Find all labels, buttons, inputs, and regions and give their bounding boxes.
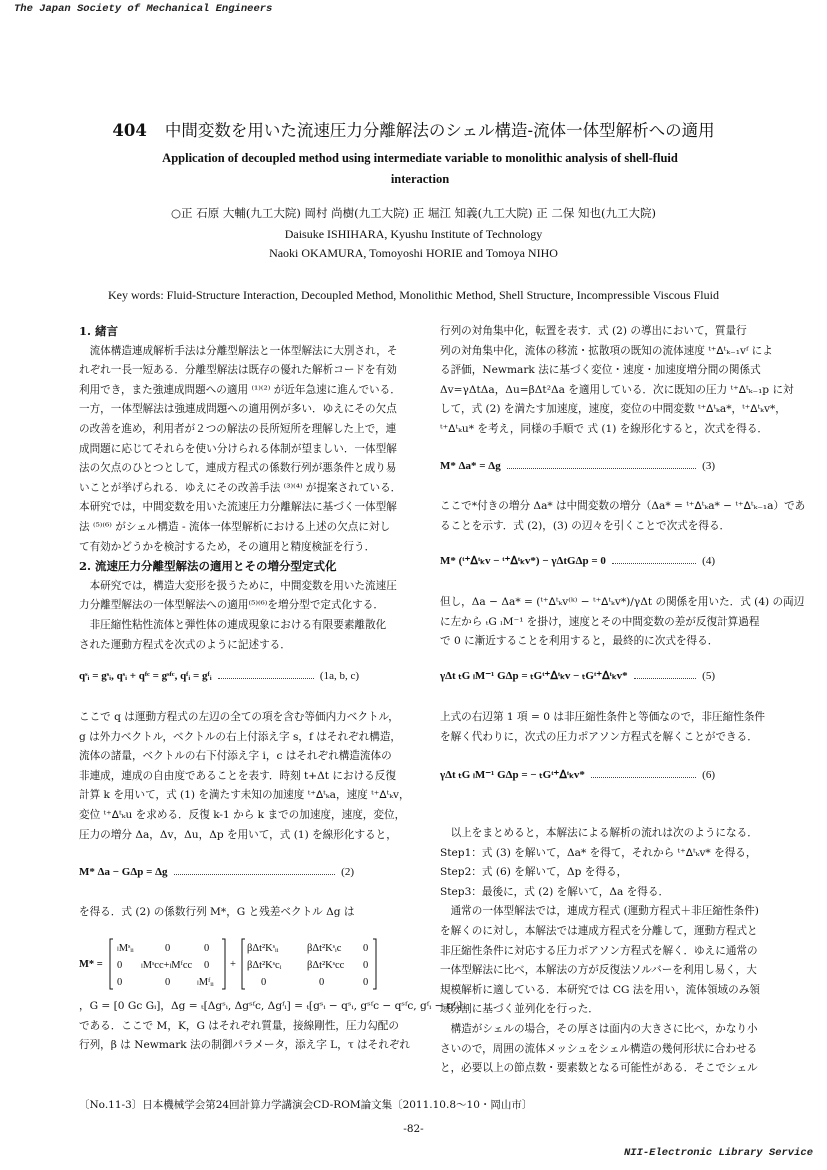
text-line: 一方，一体型解法は強連成問題への適用例が多い．ゆえにその欠点	[79, 403, 397, 416]
authors-jp: ○正 石原 大輔(九工大院) 岡村 尚樹(九工大院) 正 堀江 知義(九工大院) 正 二保 知也(九工大院)	[171, 206, 656, 220]
text-line: さいので，周囲の流体メッシュをシェル構造の幾何形状に合わせる	[440, 1042, 758, 1055]
equation-3-body: M* Δa* = Δg	[440, 460, 501, 472]
equation-4	[440, 554, 715, 567]
keywords: Key words: Fluid-Structure Interaction, Decoupled Method, Monolithic Method, Shell Structure, Incompressible Viscous Fluid	[108, 288, 719, 302]
section-heading-2: 2. 流速圧力分離型解法の適用とその増分型定式化	[79, 559, 337, 574]
right-column-cont	[440, 497, 806, 536]
equation-3	[440, 460, 715, 472]
equation-3-number: (3)	[702, 460, 715, 472]
text-line: 域分割に基づく並列化を行った．	[440, 1003, 599, 1016]
equation-1	[79, 670, 359, 682]
text-line: 上式の右辺第 1 項 = 0 は非圧縮性条件と等価なので，非圧縮性条件	[440, 711, 766, 723]
text-line: を解くのに対し，本解法では連成方程式を分離して，運動方程式と	[440, 924, 758, 937]
right-column-cont4	[440, 824, 770, 1079]
text-line: いことが挙げられる．ゆえにその改善手法 ⁽³⁾⁽⁴⁾ が提案されている．	[79, 481, 402, 494]
svg-text:0: 0	[363, 943, 369, 954]
text-line: で 0 に漸近することを利用すると，最終的に次式を得る．	[440, 635, 719, 648]
svg-text:0: 0	[363, 960, 369, 971]
text-line: ，G = [0 Gc Gᵢ]，Δg = ₜ[Δgˢᵢ, Δgˢᶠc, Δgᶠᵢ] = ₜ[gˢᵢ − qˢᵢ, gˢᶠc − qˢᶠc, gᶠᵢ − qᶠᵢ]	[79, 1000, 463, 1012]
right-column-cont3	[440, 708, 770, 747]
paper-title-jp	[0, 117, 827, 141]
equation-6-number: (6)	[702, 769, 715, 781]
text-line: 本研究では，中間変数を用いた流速圧力分離解法に基づく一体型解	[79, 501, 397, 514]
text-line: 非圧縮性粘性流体と弾性体の連成現象における有限要素離散化	[79, 618, 387, 631]
text-line: 但し，Δa − Δa* = (ᵗ⁺ᐃᵗₖv⁽ᵏ⁾ − ᵗ⁺ᐃᵗₖv*)/γΔt の関係を用いた．式 (4) の両辺	[440, 596, 805, 608]
svg-text:ₗMᶠᵢᵢ: ₗMᶠᵢᵢ	[197, 977, 214, 988]
text-line: された運動方程式を次式のように記述する．	[79, 638, 291, 651]
text-line: 法 ⁽⁵⁾⁽⁶⁾ がシェル構造 - 流体一体型解析における上述の欠点に対し	[79, 520, 391, 533]
coefficient-intro	[79, 903, 411, 923]
equation-1-number: (1a, b, c)	[319, 670, 359, 682]
matrix-equation	[79, 935, 411, 996]
svg-text:0: 0	[117, 977, 123, 988]
text-line: と，必要以上の節点数・要素数となる可能性がある．そこでシェル	[440, 1062, 758, 1075]
text-line: 通常の一体型解法では，連成方程式 (運動方程式＋非圧縮性条件)	[440, 905, 759, 918]
text-line: 利用でき，また強連成問題への適用 ⁽¹⁾⁽²⁾ が近年急速に進んでいる．	[79, 383, 401, 396]
text-line: 一体型解法に比べ，本解法の方が反復法ソルバーを利用し易く，大	[440, 964, 757, 977]
title-en-line2: interaction	[390, 172, 450, 186]
text-line: ることを示す．式 (2)，(3) の辺々を引くことで次式を得る．	[440, 519, 731, 532]
text-line: Step1：式 (3) を解いて，Δa* を得て，それから ᵗ⁺ᐃᵗₖv* を得る，	[440, 846, 757, 859]
svg-text:0: 0	[165, 977, 171, 988]
text-line: ᵗ⁺ᐃᵗₖu* を考え，同様の手順で 式 (1) を線形化すると，次式を得る．	[440, 422, 769, 435]
svg-text:βΔt²Kˢᵢᵢ: βΔt²Kˢᵢᵢ	[247, 943, 279, 954]
svg-text:0: 0	[204, 943, 210, 954]
title-en-line1: Application of decoupled method using intermediate variable to monolithic analysis of shell-fluid	[162, 151, 678, 165]
paper-title-en	[120, 148, 720, 190]
society-header: The Japan Society of Mechanical Engineers	[14, 3, 273, 15]
text-line: である．ここで M，K，G はそれぞれ質量，接線剛性，圧力勾配の	[79, 1019, 399, 1032]
notation-paragraph	[79, 997, 463, 1056]
text-line: 法の欠点のひとつとして，連成方程式の係数行列が悪条件と成り易	[79, 462, 397, 475]
equation-2-body: M* Δa − GΔp = Δg	[79, 866, 168, 878]
text-line: 行列の対角集中化，転置を表す．式 (2) の導出において，質量行	[440, 325, 747, 337]
increment-paragraph	[440, 497, 806, 536]
text-line: Δv=γΔtΔa，Δu=βΔt²Δa を適用している．次に既知の圧力 ᵗ⁺ᐃᵗₖ₋₁p に対	[440, 383, 794, 396]
equation-1-body: qˢᵢ = gˢᵢ, qˢᵢ + qᶠᶜ = gˢᶠᶜ, qᶠᵢ = gᶠᵢ	[79, 670, 212, 682]
definition-paragraph	[79, 708, 411, 845]
text-line: g は外力ベクトル，ベクトルの右上付添え字 s，f はそれぞれ構造，	[79, 730, 402, 743]
authors-en-line1: Daisuke ISHIHARA, Kyushu Institute of Technology	[284, 227, 543, 241]
text-line: 非連成，連成の自由度であることを表す．時刻 t+Δt における反復	[79, 769, 396, 782]
svg-text:0: 0	[319, 977, 325, 988]
left-column-cont3	[79, 997, 463, 1056]
svg-text:ₗMˢᵢᵢ: ₗMˢᵢᵢ	[117, 943, 134, 954]
left-column-cont	[79, 708, 411, 845]
text-line: 行列，β は Newmark 法の制御パラメータ，添え字 L，τ はそれぞれ	[79, 1039, 411, 1052]
text-line: を得る．式 (2) の係数行列 M*，G と残差ベクトル Δg は	[79, 906, 355, 918]
svg-text:0: 0	[204, 960, 210, 971]
text-line: を解く代わりに，次式の圧力ポアソン方程式を解くことができる．	[440, 730, 758, 743]
equation-6-body: γΔt ₜG ₗM⁻¹ GΔp = − ₜGᵗ⁺ᐃᵗₖv*	[440, 769, 585, 781]
text-line: Step2：式 (6) を解いて，Δp を得る，	[440, 866, 628, 879]
svg-text:0: 0	[261, 977, 267, 988]
equation-4-number: (4)	[702, 555, 715, 567]
text-line: に左から ₜG ₗM⁻¹ を掛け，速度とその中間変数の差が反復計算過程	[440, 615, 760, 628]
page-number: -82-	[403, 1123, 424, 1135]
text-line: れぞれ一長一短ある．分離型解法は既存の優れた解析コードを有効	[79, 364, 397, 377]
svg-text:βΔt²Kˢᵢc: βΔt²Kˢᵢc	[307, 943, 342, 954]
text-line: ここで*付きの増分 Δa* は中間変数の増分（Δa* = ᵗ⁺ᐃᵗₖa* − ᵗ⁺ᐃᵗₖ₋₁a）であ	[440, 500, 806, 512]
text-line: の改善を進め，利用者が２つの解法の長所短所を理解した上で，連	[79, 422, 397, 435]
svg-text:ₗMˢcc+ₗMᶠcc: ₗMˢcc+ₗMᶠcc	[141, 960, 193, 971]
text-line: 列の対角集中化，流体の移流・拡散項の既知の流体速度 ᵗ⁺ᐃᵗₖ₋₁vᶠ によ	[440, 344, 773, 357]
svg-text:βΔt²Kˢcc: βΔt²Kˢcc	[307, 960, 345, 971]
right-column	[440, 322, 794, 440]
matrix-svg	[79, 935, 411, 993]
svg-text:0: 0	[363, 977, 369, 988]
text-line: Step3：最後に，式 (2) を解いて，Δa を得る．	[440, 885, 670, 898]
formulation-paragraph	[79, 577, 411, 655]
library-service-footer: NII-Electronic Library Service	[623, 1147, 813, 1159]
text-line: 変位 ᵗ⁺ᐃᵗₖu を求める．反復 k-1 から k までの加速度，速度，変位，	[79, 808, 406, 821]
text-line: 本研究では，構造大変形を扱うために，中間変数を用いた流速圧	[79, 579, 397, 592]
right-column-cont2	[440, 593, 805, 652]
text-line: る評価，Newmark 法に基づく変位・速度・加速度増分間の関係式	[440, 364, 761, 377]
text-line: 流体構造連成解析手法は分離型解法と一体型解法に大別され，そ	[79, 344, 398, 357]
paper-number: 404	[112, 121, 147, 140]
text-line: 以上をまとめると，本解法による解析の流れは次のようになる．	[440, 827, 758, 839]
text-line: 構造がシェルの場合，その厚さは面内の大きさに比べ，かなり小	[440, 1022, 758, 1035]
text-line: 成問題に応じてそれらを使い分けられる体制が望ましい．一体型解	[79, 442, 397, 455]
left-column-cont2	[79, 903, 411, 923]
equation-5	[440, 669, 715, 682]
text-line: 計算 k を用いて，式 (1) を満たす未知の加速度 ᵗ⁺ᐃᵗₖa，速度 ᵗ⁺ᐃᵗₖv，	[79, 789, 410, 802]
title-jp-text: 中間変数を用いた流速圧力分離解法のシェル構造-流体一体型解析への適用	[164, 121, 715, 140]
authors-en-line2: Naoki OKAMURA, Tomoyoshi HORIE and Tomoya NIHO	[269, 246, 558, 260]
poisson-paragraph	[440, 708, 770, 747]
text-line: して，式 (2) を満たす加速度，速度，変位の中間変数 ᵗ⁺ᐃᵗₖa*，ᵗ⁺ᐃᵗₖv*，	[440, 403, 786, 416]
equation-2	[79, 866, 354, 878]
equation-4-body: M* (ᵗ⁺ᐃᵗₖv − ᵗ⁺ᐃᵗₖv*) − γΔtGΔp = 0	[440, 555, 606, 567]
equation-5-number: (5)	[702, 670, 715, 682]
text-line: 力分離型解法の一体型解法への適用⁽⁵⁾⁽⁶⁾を増分型で定式化する．	[79, 599, 384, 612]
text-line: 圧力の増分 Δa，Δv，Δu，Δp を用いて，式 (1) を線形化すると，	[79, 828, 397, 841]
text-line: 流体の諸量，ベクトルの右下付添え字 i，c はそれぞれ構造流体の	[79, 750, 392, 763]
intro-paragraph	[79, 342, 411, 558]
text-line: 規模解析に適している．本研究では CG 法を用い，流体領域のみ領	[440, 983, 760, 996]
relation-paragraph	[440, 593, 805, 652]
left-column	[79, 322, 411, 655]
text-line: 非圧縮性条件に対応する圧力ポアソン方程式を解く．ゆえに通常の	[440, 944, 758, 957]
equation-6	[440, 768, 715, 781]
text-line: ここで q は運動方程式の左辺の全ての項を含む等価内力ベクトル，	[79, 711, 399, 723]
svg-text:0: 0	[165, 943, 171, 954]
summary-paragraph	[440, 824, 770, 1079]
svg-text:+: +	[230, 959, 236, 970]
svg-text:βΔt²Kˢcᵢ: βΔt²Kˢcᵢ	[247, 960, 282, 971]
equation-2-number: (2)	[341, 866, 354, 878]
svg-text:M* =: M* =	[79, 959, 103, 970]
conference-footer: 〔No.11-3〕日本機械学会第24回計算力学講演会CD-ROM論文集〔2011.10.8〜10・岡山市〕	[79, 1099, 533, 1111]
equation-5-body: γΔt ₜG ₗM⁻¹ GΔp = ₜGᵗ⁺ᐃᵗₖv − ₜGᵗ⁺ᐃᵗₖv*	[440, 670, 628, 682]
section-heading-1: 1. 緒言	[79, 324, 119, 338]
text-line: て有効かどうかを検討するため，その適用と精度検証を行う．	[79, 540, 376, 553]
svg-text:0: 0	[117, 960, 123, 971]
derivation-paragraph	[440, 322, 794, 440]
